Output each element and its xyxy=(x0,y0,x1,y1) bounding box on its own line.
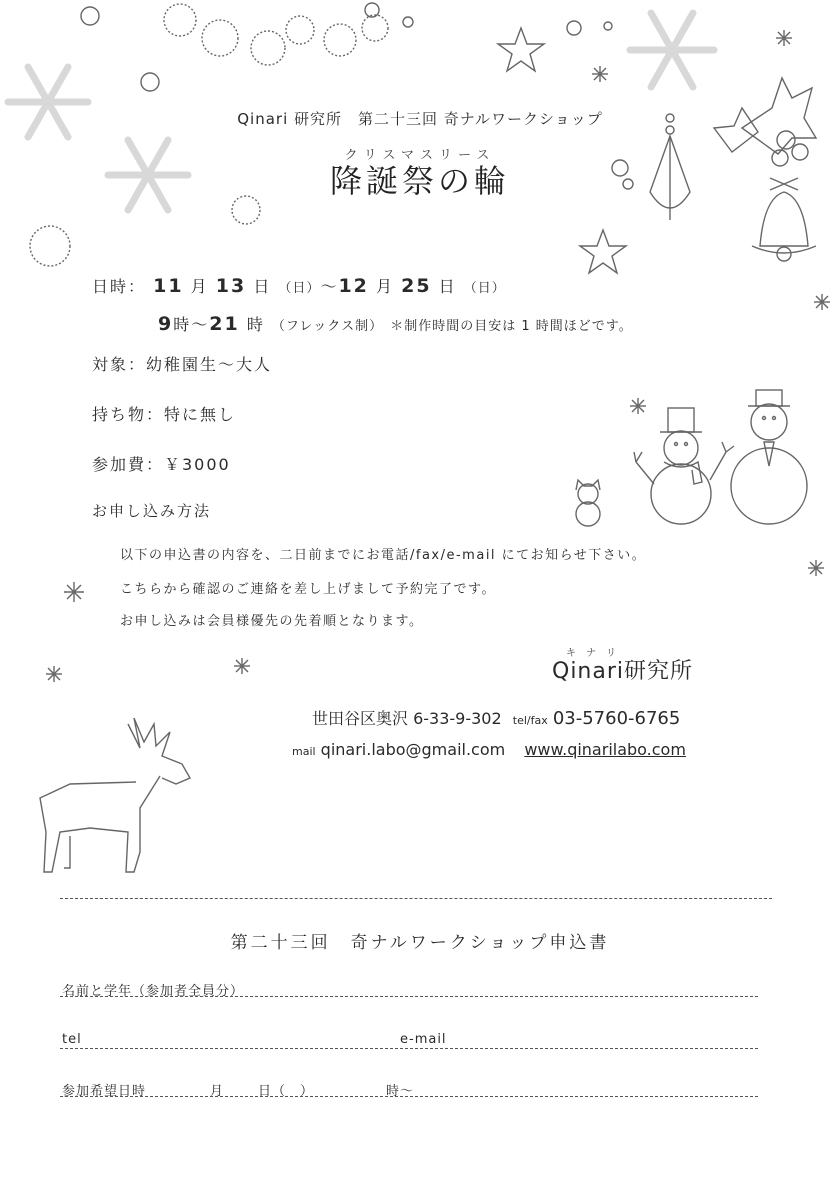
range-sign: ～ xyxy=(191,315,210,334)
cat-snowman-icon xyxy=(568,478,608,528)
time-end: 21 xyxy=(209,313,240,335)
form-title: 第二十三回 奇ナルワークショップ申込書 xyxy=(230,933,610,953)
apply-line: お申し込みは会員様優先の先着順となります。 xyxy=(120,614,424,629)
contact-web-row xyxy=(292,740,686,759)
belongings-text: 持ち物：特に無し xyxy=(92,405,237,424)
apply-line: こちらから確認のご連絡を差し上げまして予約完了です。 xyxy=(120,582,496,597)
date-field-label: 参加希望日時 xyxy=(62,1084,147,1099)
workshop-header: Qinari 研究所 第二十三回 奇ナルワークショップ xyxy=(237,110,603,128)
sparkle-icon xyxy=(806,558,826,578)
bubble-icon xyxy=(560,0,620,60)
end-month: 12 xyxy=(338,275,369,297)
tel-field-label: tel xyxy=(62,1032,82,1047)
sparkle-icon xyxy=(44,664,64,684)
reindeer-icon xyxy=(30,712,200,882)
page-title: 降誕祭の輪 xyxy=(329,162,510,200)
datetime-row xyxy=(92,274,506,297)
day-field-label: 日（ ） xyxy=(258,1084,315,1099)
snowflake-icon xyxy=(0,50,100,150)
apply-heading: お申し込み方法 xyxy=(92,502,212,520)
range-sign: ～ xyxy=(320,277,339,296)
date-field[interactable] xyxy=(60,1096,758,1097)
org-name: Qinari研究所 xyxy=(552,659,694,684)
tel-email-field[interactable] xyxy=(60,1048,758,1049)
time-char: 時 xyxy=(173,315,192,334)
datetime-label: 日時： xyxy=(92,277,147,296)
time-row xyxy=(158,312,633,335)
tel-label: tel/fax xyxy=(512,714,548,727)
title-ruby: クリスマスリース xyxy=(344,148,496,163)
time-char: 時 xyxy=(246,315,265,334)
org-ruby: キナリ xyxy=(566,648,626,659)
weekday: （日） xyxy=(278,281,321,296)
sparkle-icon xyxy=(774,28,794,48)
tel-number: 03-5760-6765 xyxy=(552,708,681,729)
bubble-icon xyxy=(360,0,420,30)
flex-note: （フレックス制） xyxy=(271,319,384,334)
day-char: 日 xyxy=(253,277,272,296)
fee-text: 参加費：￥3000 xyxy=(92,455,231,474)
name-field[interactable] xyxy=(60,996,758,997)
time-start: 9 xyxy=(158,313,174,335)
email-field-label: e-mail xyxy=(400,1032,447,1047)
email-address[interactable]: qinari.labo@gmail.com xyxy=(320,740,506,759)
sparkle-icon xyxy=(62,580,86,604)
month-char: 月 xyxy=(376,277,395,296)
cut-line-divider xyxy=(60,898,772,899)
day-char: 日 xyxy=(438,277,457,296)
end-day: 25 xyxy=(401,275,432,297)
mail-label: mail xyxy=(292,745,316,758)
month-char: 月 xyxy=(190,277,209,296)
target-text: 対象：幼稚園生～大人 xyxy=(92,355,273,374)
start-month: 11 xyxy=(153,275,184,297)
sparkle-icon xyxy=(232,656,252,676)
star-icon xyxy=(496,26,546,76)
bubble-icon xyxy=(80,0,200,60)
time-field-label: 時～ xyxy=(386,1084,415,1099)
weekday: （日） xyxy=(463,281,506,296)
bubble-cluster-icon xyxy=(22,222,82,272)
month-field-label: 月 xyxy=(210,1084,225,1099)
apply-line: 以下の申込書の内容を、二日前までにお電話/fax/e-mail にてお知らせ下さい。 xyxy=(120,548,647,563)
snowman-icon xyxy=(724,386,814,536)
name-field-label: 名前と学年（参加者全員分） xyxy=(62,984,245,999)
website-link[interactable]: www.qinarilabo.com xyxy=(524,740,686,759)
sparkle-icon xyxy=(590,64,610,84)
start-day: 13 xyxy=(215,275,247,297)
star-icon xyxy=(578,228,628,278)
duration-note: ＊制作時間の目安は 1 時間ほどです。 xyxy=(390,319,633,334)
contact-address-row xyxy=(312,706,680,729)
sparkle-icon xyxy=(812,292,832,312)
address: 世田谷区奥沢 6-33-9-302 xyxy=(312,709,502,728)
